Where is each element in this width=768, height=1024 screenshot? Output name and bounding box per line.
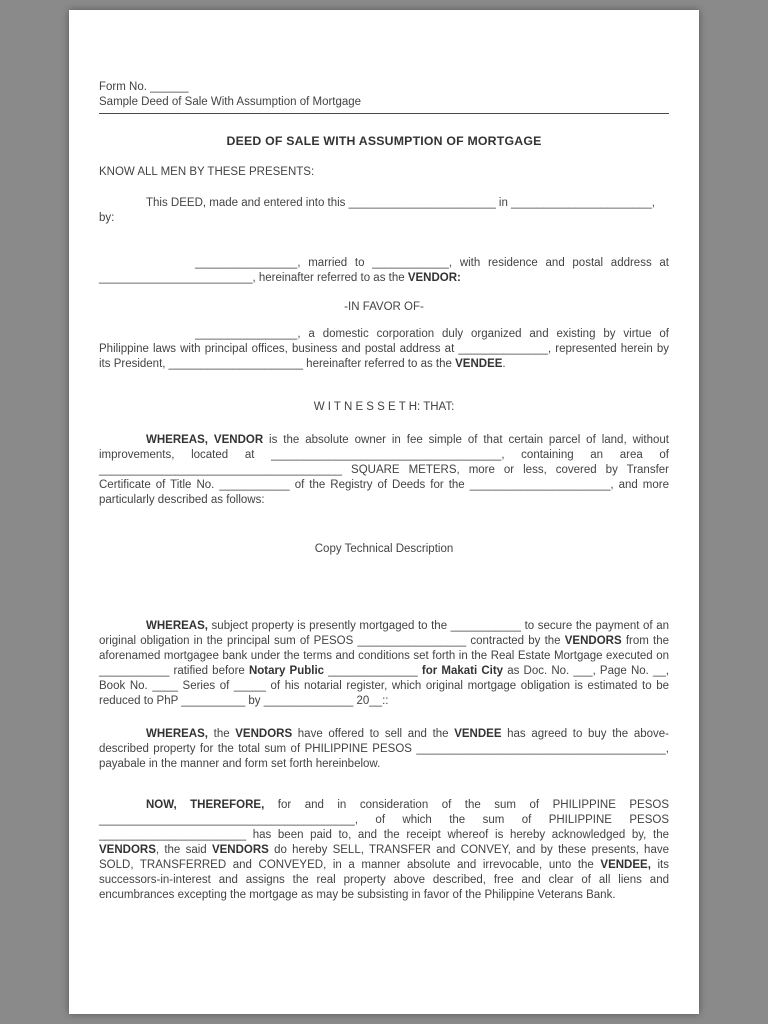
in-favor-of-heading — [99, 300, 669, 315]
text-run: VENDEE — [454, 728, 502, 740]
know-all-men-heading — [99, 165, 669, 180]
text-run: KNOW ALL MEN BY THESE PRESENTS: — [99, 166, 315, 178]
text-run: for and in consideration of the sum of PHILIPPINE PESOS ________________________________________, of which the sum of PHILIPPINE PESOS _______________________ has been paid to, and the receipt whereof is hereby acknowledged by, the — [99, 799, 669, 841]
text-run: WHEREAS, — [146, 620, 208, 632]
document-subtitle: Sample Deed of Sale With Assumption of Mortgage — [99, 96, 362, 108]
text-run: . — [502, 358, 506, 370]
text-run: WHEREAS, — [146, 434, 214, 446]
text-run: VENDORS — [235, 728, 293, 740]
text-run: VENDEE, — [600, 859, 651, 871]
text-run: NOW, THEREFORE, — [146, 799, 265, 811]
text-run: its successors-in-interest and assigns the real property above described, free and clear of all liens and encumbrances excepting the mortgage as may be subsisting in favor of the Philippine Veterans Bank. — [99, 859, 669, 901]
text-run: , the said — [155, 844, 212, 856]
text-run: from the aforenamed mortgagee bank under the terms and conditions set forth in the Real Estate Mortgage executed on ___________ ratified before — [99, 635, 669, 677]
text-run: do hereby SELL, TRANSFER and CONVEY, and by these presents, have SOLD, TRANSFERRED and CONVEYED, in a manner absolute and irrevocable, unto the — [99, 844, 669, 871]
text-run: -IN FAVOR OF- — [344, 301, 424, 313]
document-page — [69, 10, 699, 1014]
opening-clause — [99, 196, 669, 226]
text-run: VENDEE — [455, 358, 503, 370]
text-run: VENDORS — [564, 635, 622, 647]
text-run: Copy Technical Description — [314, 543, 454, 555]
text-run: VENDORS — [99, 844, 156, 856]
vendor-clause — [99, 256, 669, 286]
text-run: VENDORS — [211, 844, 269, 856]
whereas-mortgage-clause — [99, 619, 669, 709]
text-run: W I T N E S S E T H: THAT: — [313, 401, 455, 413]
text-run: ________________, a domestic corporation duly organized and existing by virtue of Philippine laws with principal offices, business and postal address at ______________, represented herein by its President, _____________________ hereinafter referred to as the — [99, 328, 669, 370]
text-run: VENDOR — [213, 434, 264, 446]
text-run: ________________, married to ____________, with residence and postal address at ________________________, hereinafter referred to as the — [99, 257, 669, 284]
text-run: the — [207, 728, 236, 740]
text-run: for Makati City — [421, 665, 504, 677]
whereas-ownership-clause — [99, 433, 669, 508]
text-run: has agreed to buy the above-described property for the total sum of PHILIPPINE PESOS _______________________________________, payabale in the manner and form set forth hereinbelow. — [99, 728, 669, 770]
header-rule — [99, 113, 669, 114]
form-number-line: Form No. ______ — [99, 81, 189, 93]
text-run: VENDOR: — [407, 272, 461, 284]
text-run: have offered to sell and the — [292, 728, 455, 740]
technical-description-placeholder — [99, 542, 669, 557]
now-therefore-clause — [99, 798, 669, 903]
text-run: is the absolute owner in fee simple of that certain parcel of land, without improvements, located at ____________________________________, containing an area of ______________________________________ SQUARE METERS, more or less, covered by Transfer Certificate of Title No. ___________ of the Registry of Deeds for the ______________________, and more particularly described as follows: — [99, 434, 670, 506]
vendee-clause — [99, 327, 669, 372]
whereas-offer-clause — [99, 727, 669, 772]
text-run: This DEED, made and entered into this _______________________ in ______________________, by: — [99, 197, 655, 224]
text-run: Notary Public — [248, 665, 325, 677]
text-run: ______________ — [324, 665, 422, 677]
document-title: DEED OF SALE WITH ASSUMPTION OF MORTGAGE — [226, 134, 542, 148]
text-run: as Doc. No. ___, Page No. __, Book No. ____ Series of _____ of his notarial register, which original mortgage obligation is estimated to be reduced to PhP __________ by ______________ 20__:: — [99, 665, 669, 707]
text-run: subject property is presently mortgaged to the ___________ to secure the payment of an original obligation in the principal sum of PESOS _________________ contracted by the — [99, 620, 669, 647]
text-run: WHEREAS, — [146, 728, 208, 740]
witnesseth-heading — [99, 400, 669, 415]
